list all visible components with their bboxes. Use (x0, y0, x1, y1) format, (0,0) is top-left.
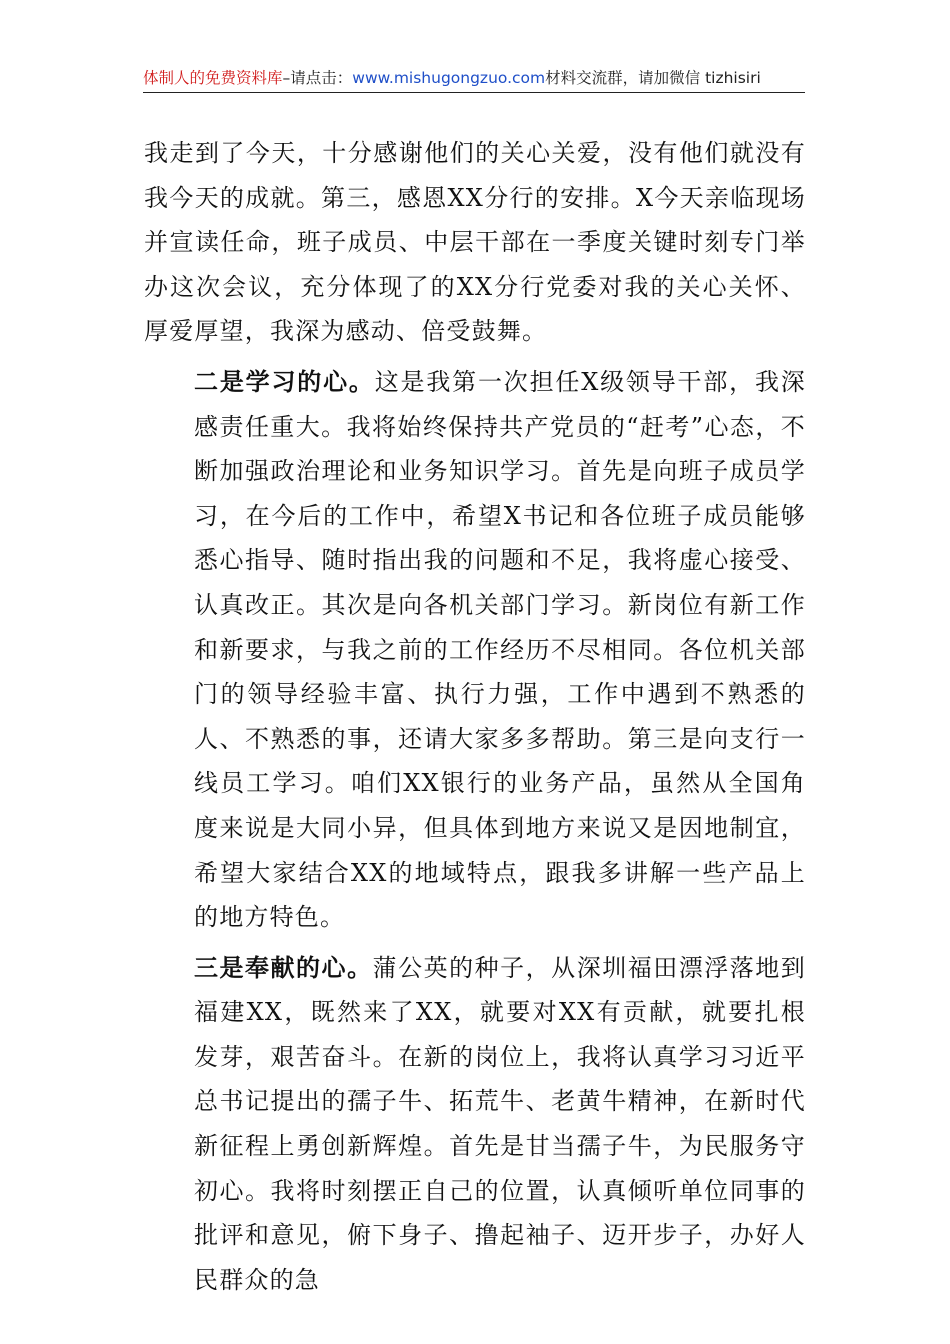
paragraph-3-text: 蒲公英的种子，从深圳福田漂浮落地到福建XX，既然来了XX，就要对XX有贡献，就要扎根发芽，艰苦奋斗。在新的岗位上，我将认真学习习近平总书记提出的孺子牛、拓荒牛、老黄牛精神，在新时代新征程上勇创新辉煌。首先是甘当孺子牛，为民服务守初心。我将时刻摆正自己的位置，认真倾听单位同事的批评和意见，俯下身子、撸起袖子、迈开步子，办好人民群众的急 (194, 953, 806, 1294)
header-url-link[interactable]: www.mishugongzuo.com (352, 69, 546, 87)
header-prompt: –请点击： (282, 69, 353, 87)
header-brand: 体制人的免费资料库 (143, 69, 283, 87)
paragraph-1 (144, 131, 806, 354)
document-body (144, 131, 806, 1302)
paragraph-2-heading: 二是学习的心。 (194, 366, 375, 396)
paragraph-3-heading: 三是奉献的心。 (194, 952, 373, 982)
paragraph-2-text: 这是我第一次担任X级领导干部，我深感责任重大。我将始终保持共产党员的“赶考”心态，不断加强政治理论和业务知识学习。首先是向班子成员学习，在今后的工作中，希望X书记和各位班子成员能够悉心指导、随时指出我的问题和不足，我将虚心接受、认真改正。其次是向各机关部门学习。新岗位有新工作和新要求，与我之前的工作经历不尽相同。各位机关部门的领导经验丰富、执行力强，工作中遇到不熟悉的人、不熟悉的事，还请大家多多帮助。第三是向支行一线员工学习。咱们XX银行的业务产品，虽然从全国角度来说是大同小异，但具体到地方来说又是因地制宜，希望大家结合XX的地域特点，跟我多讲解一些产品上的地方特色。 (194, 367, 806, 932)
page-header (143, 66, 805, 93)
paragraph-2 (144, 360, 806, 940)
paragraph-3 (144, 946, 806, 1303)
paragraph-1-text: 我走到了今天，十分感谢他们的关心关爱，没有他们就没有我今天的成就。第三，感恩XX分行的安排。X今天亲临现场并宣读任命，班子成员、中层干部在一季度关键时刻专门举办这次会议，充分体现了的XX分行党委对我的关心关怀、厚爱厚望，我深为感动、倍受鼓舞。 (144, 139, 806, 346)
header-contact: 材料交流群，请加微信 tizhisiri (545, 69, 761, 87)
